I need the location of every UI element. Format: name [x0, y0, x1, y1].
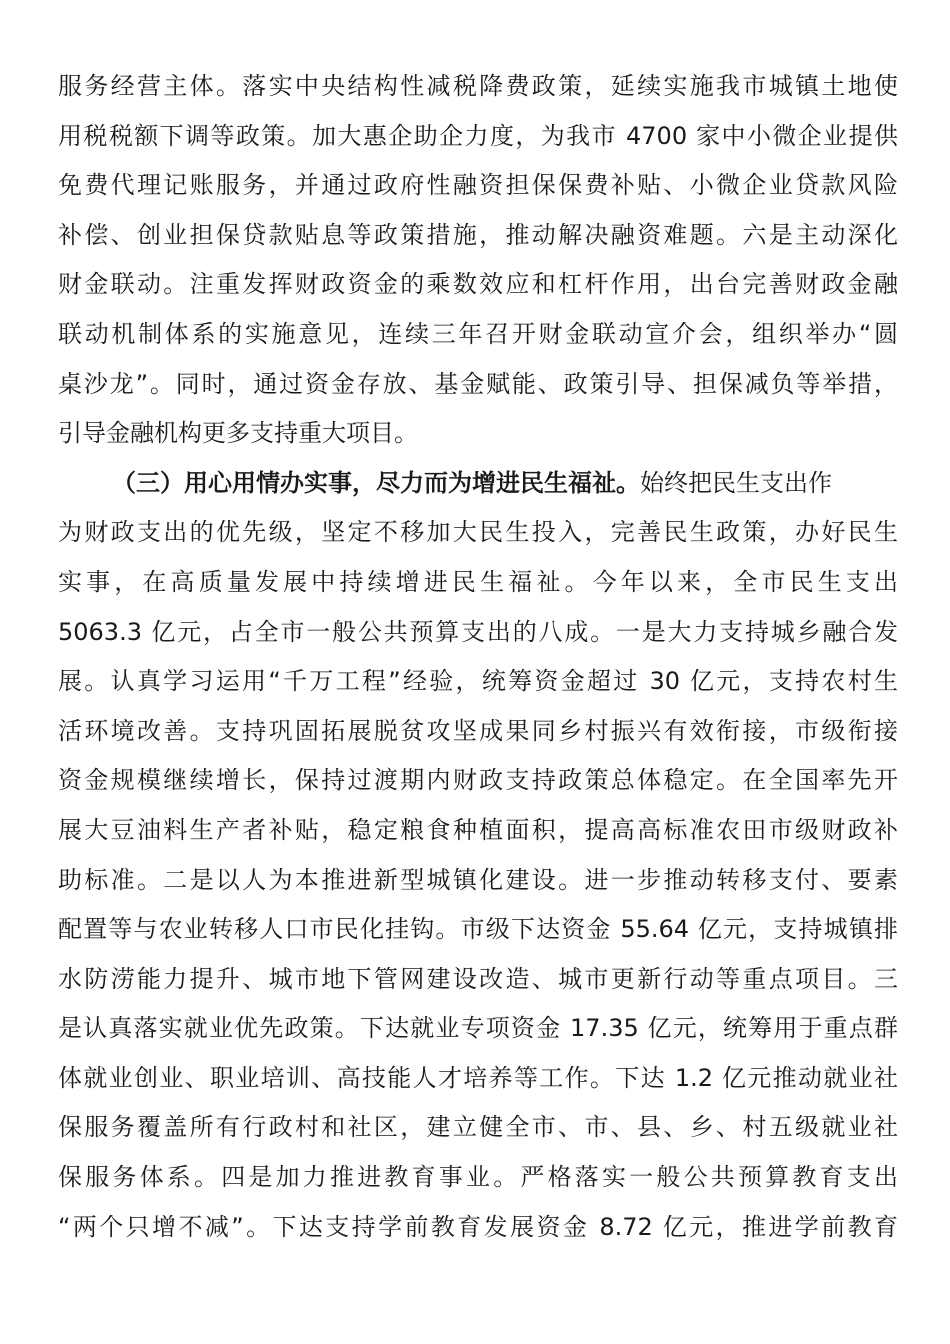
text-line: 保服务体系。四是加力推进教育事业。严格落实一般公共预算教育支出	[58, 1163, 898, 1192]
text-line: 财金联动。注重发挥财政资金的乘数效应和杠杆作用，出台完善财政金融	[58, 270, 898, 299]
paragraph-2	[58, 459, 898, 1253]
section-3-heading-tail: 始终把民生支出作	[640, 468, 832, 497]
text-line: 实事，在高质量发展中持续增进民生福祉。今年以来，全市民生支出	[58, 567, 898, 596]
section-3-heading: （三）用心用情办实事，尽力而为增进民生福祉。	[112, 468, 640, 497]
paragraph-1	[58, 62, 898, 459]
text-line: 5063.3 亿元，占全市一般公共预算支出的八成。一是大力支持城乡融合发	[58, 617, 898, 646]
text-line: 引导金融机构更多支持重大项目。	[58, 419, 418, 448]
text-line: 体就业创业、职业培训、高技能人才培养等工作。下达 1.2 亿元推动就业社	[58, 1063, 898, 1092]
text-line: 服务经营主体。落实中央结构性减税降费政策，延续实施我市城镇土地使	[58, 72, 898, 100]
text-line: 联动机制体系的实施意见，连续三年召开财金联动宣介会，组织举办“圆	[58, 319, 898, 348]
text-line: 为财政支出的优先级，坚定不移加大民生投入，完善民生政策，办好民生	[58, 518, 898, 547]
text-line: 配置等与农业转移人口市民化挂钩。市级下达资金 55.64 亿元，支持城镇排	[58, 915, 898, 944]
text-line: 展大豆油料生产者补贴，稳定粮食种植面积，提高高标准农田市级财政补	[58, 815, 898, 844]
text-line: 水防涝能力提升、城市地下管网建设改造、城市更新行动等重点项目。三	[58, 964, 898, 993]
document-page	[58, 62, 898, 1252]
text-line: 资金规模继续增长，保持过渡期内财政支持政策总体稳定。在全国率先开	[58, 766, 898, 795]
text-line: 用税税额下调等政策。加大惠企助企力度，为我市 4700 家中小微企业提供	[58, 121, 898, 150]
text-line: 桌沙龙”。同时，通过资金存放、基金赋能、政策引导、担保减负等举措，	[58, 369, 898, 398]
text-line: 展。认真学习运用“千万工程”经验，统筹资金超过 30 亿元，支持农村生	[58, 667, 898, 696]
text-line: 保服务覆盖所有行政村和社区，建立健全市、市、县、乡、村五级就业社	[58, 1113, 898, 1142]
text-line: 助标准。二是以人为本推进新型城镇化建设。进一步推动转移支付、要素	[58, 865, 898, 894]
text-line: 活环境改善。支持巩固拓展脱贫攻坚成果同乡村振兴有效衔接，市级衔接	[58, 716, 898, 745]
text-line: 免费代理记账服务，并通过政府性融资担保保费补贴、小微企业贷款风险	[58, 171, 898, 200]
section-heading-line	[58, 459, 898, 509]
text-line: 补偿、创业担保贷款贴息等政策措施，推动解决融资难题。六是主动深化	[58, 220, 898, 249]
text-line: 是认真落实就业优先政策。下达就业专项资金 17.35 亿元，统筹用于重点群	[58, 1014, 898, 1043]
text-line: “两个只增不减”。下达支持学前教育发展资金 8.72 亿元，推进学前教育	[58, 1212, 898, 1241]
